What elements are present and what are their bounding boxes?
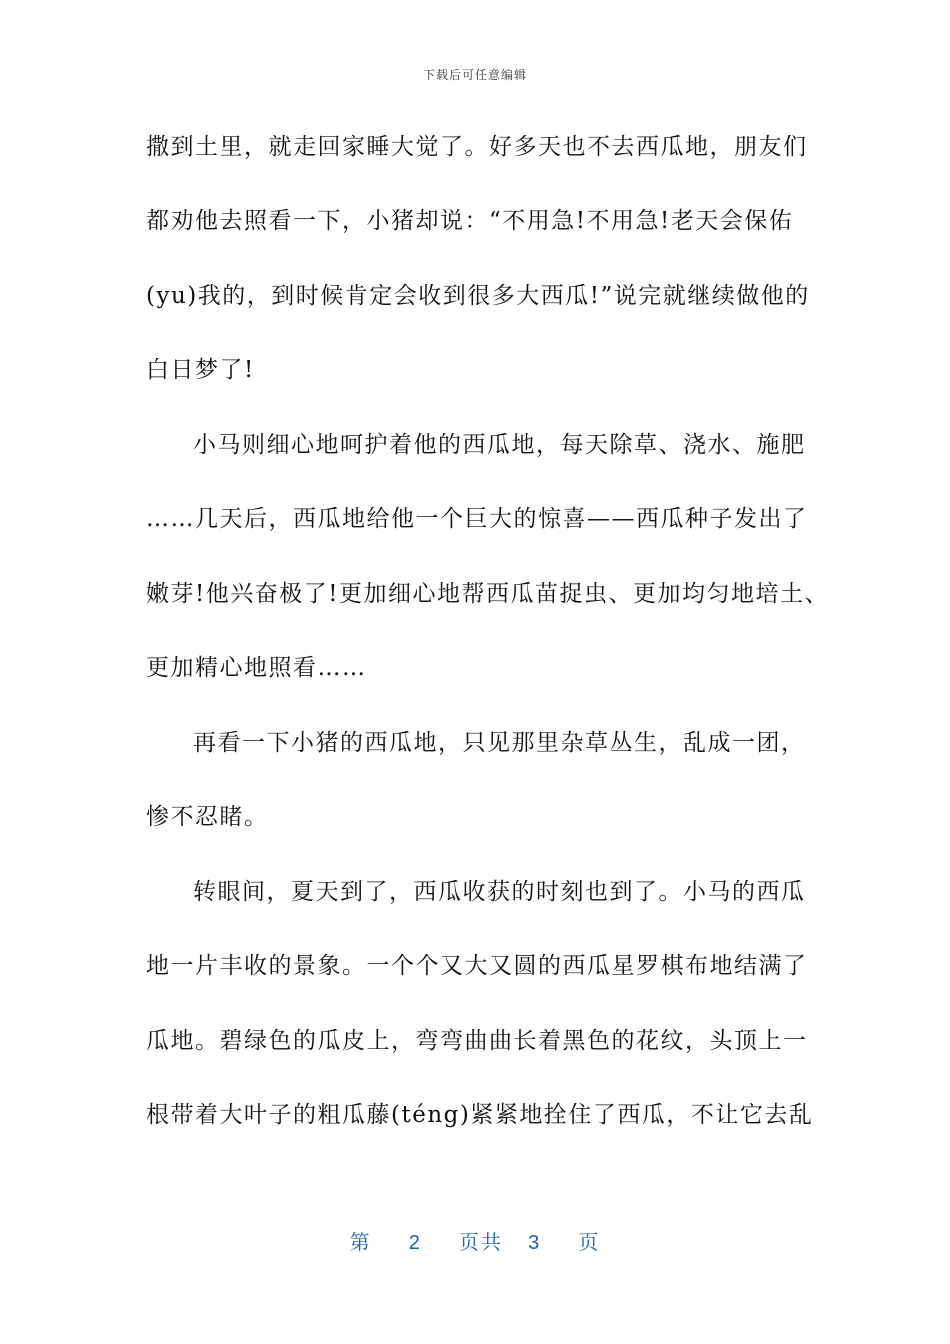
page-footer bbox=[0, 1226, 950, 1255]
current-page-number: 2 bbox=[408, 1232, 422, 1254]
text-line: (yu)我的，到时候肯定会收到很多大西瓜!”说完就继续做他的 bbox=[146, 283, 810, 309]
text-line: 都劝他去照看一下，小猪却说：“不用急!不用急!老天会保佑 bbox=[146, 208, 794, 234]
page-prefix: 第 bbox=[349, 1232, 372, 1254]
text-line: 瓜地。碧绿色的瓜皮上，弯弯曲曲长着黑色的花纹，头顶上一 bbox=[146, 1028, 808, 1054]
text-line: ……几天后，西瓜地给他一个巨大的惊喜——西瓜种子发出了 bbox=[146, 506, 808, 532]
total-pages-number: 3 bbox=[528, 1232, 542, 1254]
text-line: 撒到土里，就走回家睡大觉了。好多天也不去西瓜地，朋友们 bbox=[146, 134, 808, 160]
text-line: 再看一下小猪的西瓜地，只见那里杂草丛生，乱成一团， bbox=[193, 730, 806, 756]
text-line: 小马则细心地呵护着他的西瓜地，每天除草、浇水、施肥 bbox=[193, 432, 806, 458]
page-suffix: 页 bbox=[578, 1232, 601, 1254]
text-line: 嫩芽!他兴奋极了!更加细心地帮西瓜苗捉虫、更加均匀地培土、 bbox=[146, 581, 829, 607]
text-line: 惨不忍睹。 bbox=[146, 804, 269, 830]
text-line: 更加精心地照看…… bbox=[146, 655, 367, 681]
page-mid: 页共 bbox=[459, 1232, 503, 1254]
header-note: 下载后可任意编辑 bbox=[422, 68, 527, 82]
text-line: 地一片丰收的景象。一个个又大又圆的西瓜星罗棋布地结满了 bbox=[146, 953, 808, 979]
text-line: 白日梦了! bbox=[146, 357, 255, 383]
text-line: 转眼间，夏天到了，西瓜收获的时刻也到了。小马的西瓜 bbox=[193, 879, 806, 905]
text-line: 根带着大叶子的粗瓜藤(téng)紧紧地拴住了西瓜，不让它去乱 bbox=[146, 1102, 814, 1128]
